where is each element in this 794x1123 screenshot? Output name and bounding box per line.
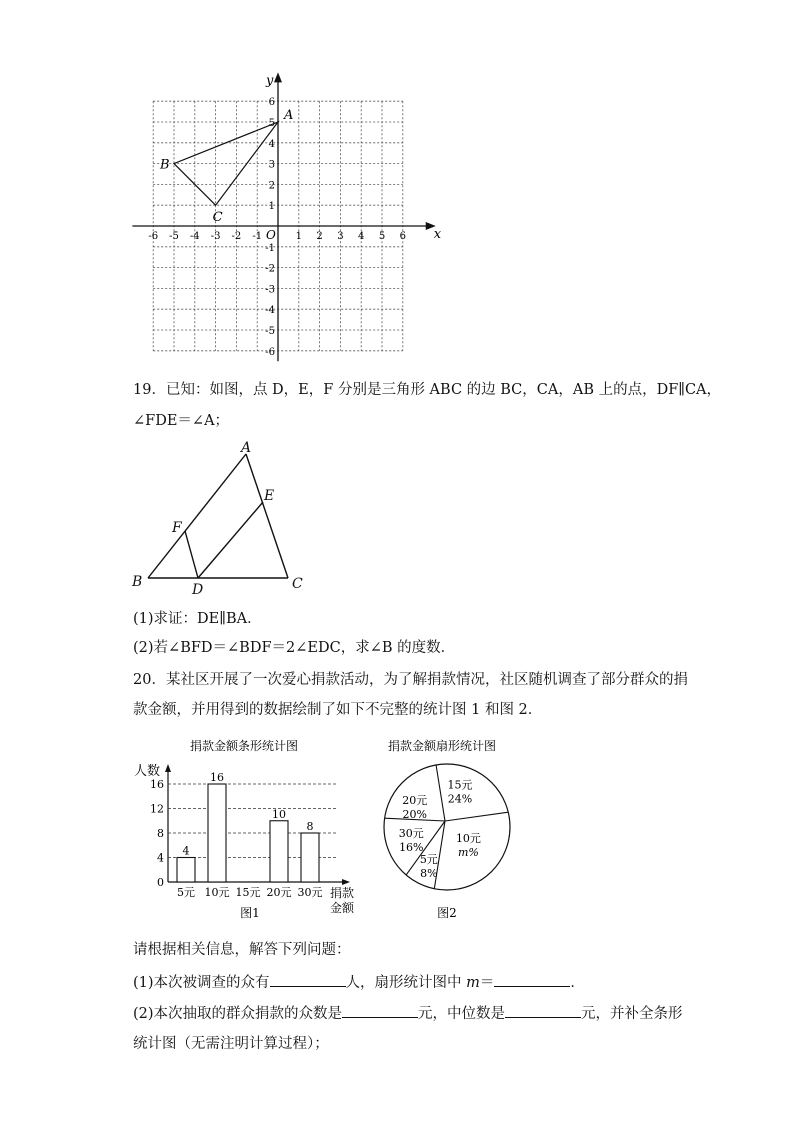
bar-category-label: 5元 [177,886,195,899]
bar-chart-ylabel: 人数 [134,764,161,779]
bar-x-arrow [342,879,350,885]
x-tick-label: -2 [231,231,242,242]
q19-stem-text-1: 已知：如图，点 D，E，F 分别是三角形 ABC 的边 BC，CA，AB 上的点，DF∥CA， [165,382,722,398]
y-tick-label: -6 [265,346,275,358]
label-a: A [241,440,252,456]
pie-chart-title: 捐款金额扇形统计图 [387,739,497,753]
bar [301,833,319,882]
q20-part1-text-a: (1)本次被调查的众有 [133,975,270,991]
bar [270,821,288,882]
pie-slice-label: 20元 [402,793,428,807]
bar [208,784,226,882]
pie-slice-value: 20% [402,807,428,821]
segment-ac [246,454,288,578]
label-c: C [292,576,303,592]
q19-stem-line2: ∠FDE＝∠A； [133,413,230,429]
bar [177,858,195,883]
x-tick-label: -1 [252,231,263,242]
answer-blank-m[interactable] [494,972,570,987]
bar-chart-xlabel-1: 捐款 [330,886,355,900]
bar-category-label: 30元 [297,886,323,899]
y-tick-label: 1 [268,201,275,213]
x-tick-label: 2 [316,231,323,242]
origin-label: O [266,228,276,242]
y-tick-label: -3 [265,284,275,296]
bar-y-tick: 16 [150,778,164,791]
y-tick-label: -2 [265,263,275,275]
q20-stem-line2: 款金额，并用得到的数据绘制了如下不完整的统计图 1 和图 2． [133,702,543,718]
pie-slice-value: 24% [447,792,473,806]
segment-de [198,502,263,578]
bar-y-arrow [165,764,171,772]
y-tick-label: 6 [268,97,275,109]
y-tick-label: 3 [268,159,275,171]
q20-stem-line1 [133,670,688,690]
bar-chart-xlabel-2: 金额 [330,901,355,915]
segment-fd [185,531,198,578]
x-tick-label: -4 [189,231,200,242]
x-tick-label: 5 [378,231,386,242]
y-tick-label: -5 [265,326,275,337]
q20-part1-text-b: 人，扇形统计图中 [345,975,462,991]
bar-value-label: 4 [182,844,190,858]
y-tick-label: 5 [268,118,275,129]
q19-part2: (2)若∠BFD＝∠BDF＝2∠EDC，求∠B 的度数． [133,640,456,656]
pie-chart [375,735,525,925]
pie-slice-label: 15元 [447,778,473,792]
y-tick-label: -4 [265,305,275,317]
point-label-c: C [212,210,223,226]
x-tick-label: 3 [337,231,344,242]
label-f: F [172,520,182,536]
q20-part1-text-c: ＝ [479,975,495,991]
x-tick-label: 4 [358,231,365,242]
bar-chart [130,735,370,925]
y-axis-label: y [266,73,274,89]
q20-part2-text-c: 元，并补全条形 [581,1006,683,1022]
bar-category-label: 10元 [204,886,230,899]
q20-stem-text-1: 某社区开展了一次爱心捐款活动，为了解捐款情况，社区随机调查了部分群众的捐 [165,672,688,688]
q20-part1 [133,972,585,993]
q19-part1: (1)求证：DE∥BA． [133,611,262,627]
q20-part2-text-b: 元，中位数是 [418,1006,506,1022]
pie-chart-caption: 图2 [437,906,457,920]
q20-part1-text-d: ． [570,975,585,991]
bar-chart-caption: 图1 [240,906,260,920]
x-tick-label: 6 [399,231,406,242]
point-label-a: A [284,108,294,123]
x-tick-label: -6 [148,231,159,242]
y-tick-label: 4 [268,138,275,150]
label-d: D [192,582,204,598]
pie-slice-label: 30元 [398,826,424,840]
bar-y-tick: 4 [157,851,164,865]
label-e: E [264,488,275,504]
bar-y-tick: 0 [157,876,164,889]
q19-triangle-figure [128,440,328,600]
bar-value-label: 10 [272,807,286,821]
pie-slice-value: 16% [399,840,424,854]
pie-slice-label: 10元 [455,831,481,845]
x-axis-label: x [433,227,442,242]
bar-y-tick: 12 [150,802,164,816]
q20-part1-m: m [466,975,480,991]
q20-part2-line2: 统计图（无需注明计算过程）； [133,1036,329,1052]
axis-tick-labels [148,97,406,358]
answer-blank-mode[interactable] [342,1003,418,1018]
x-tick-label: 1 [295,231,302,242]
bar-category-label: 20元 [266,886,292,899]
pie-slice-value: 8% [420,866,438,880]
answer-blank-count[interactable] [270,972,346,987]
y-tick-label: -1 [265,242,275,254]
q20-number: 20． [133,672,166,688]
bar-value-label: 8 [306,820,314,833]
bar-value-label: 16 [210,771,224,784]
bar-y-tick: 8 [157,827,164,840]
label-b: B [132,574,143,590]
q20-part2 [133,1003,683,1024]
bar-chart-title: 捐款金额条形统计图 [189,739,299,753]
y-tick-label: 2 [268,180,275,192]
q20-prompt: 请根据相关信息，解答下列问题： [133,942,351,958]
point-label-b: B [160,157,170,173]
q20-part2-text-a: (2)本次抽取的群众捐款的众数是 [133,1006,343,1022]
x-tick-label: -3 [210,231,221,242]
bar-category-label: 15元 [235,886,261,899]
segment-ba [148,454,246,578]
pie-slice-label: 5元 [419,852,438,866]
q19-number: 19． [133,382,166,398]
y-axis-arrow [274,72,282,82]
q19-stem-line1 [133,380,721,400]
pie-slice-value: m% [458,845,479,859]
answer-blank-median[interactable] [505,1003,581,1018]
coordinate-grid-figure [120,60,450,370]
x-tick-label: -5 [169,231,179,242]
